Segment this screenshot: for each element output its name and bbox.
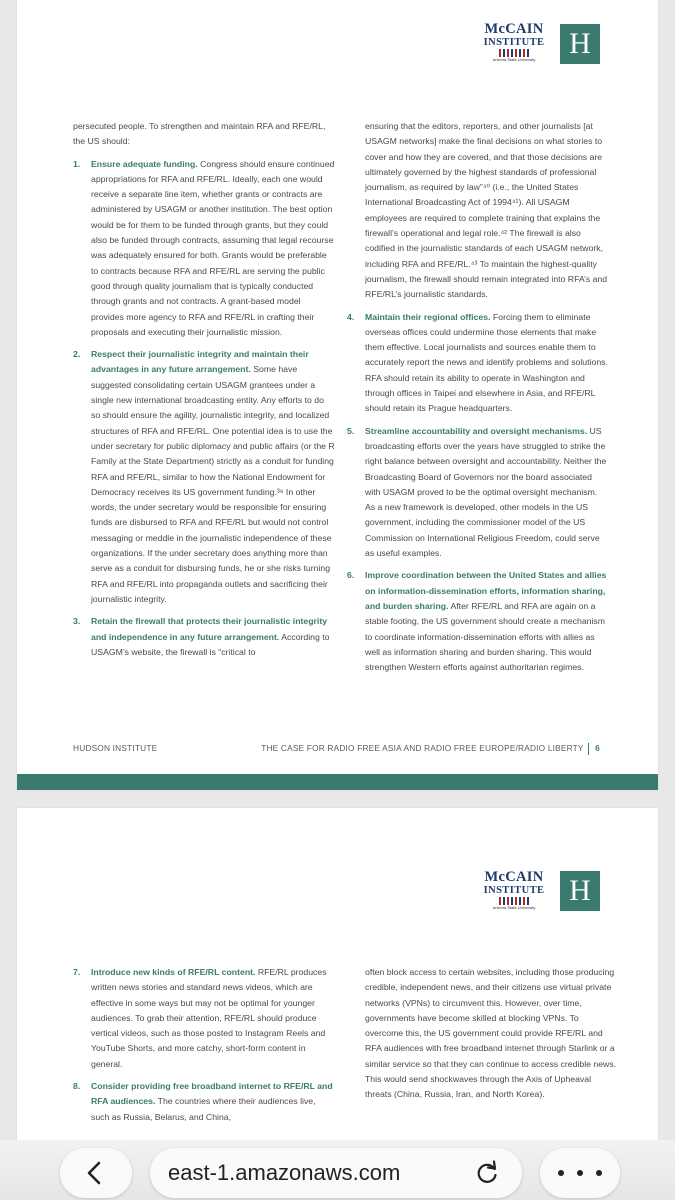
right-column [347,119,609,675]
document-page-6 [17,0,658,790]
flag-stripes [478,897,550,905]
address-bar[interactable] [150,1148,522,1198]
flag-stripes [478,49,550,57]
back-button[interactable] [60,1148,132,1198]
footer-running-title: THE CASE FOR RADIO FREE ASIA AND RADIO FREE EUROPE/RADIO LIBERTY 6 [261,743,600,754]
right-column [365,965,617,1103]
list-item: 4. Maintain their regional offices. Forcing them to eliminate overseas offices could undermine those elements that make them effective. Local journalists and sources enable them to accurately report the news and identify problems and solutions. RFA should retain its ability to operate in Washington and through offices in Taipei and elsewhere in Asia, and RFE/RL should retain its Prague headquarters. [347,311,608,414]
left-column [73,119,335,660]
list-item: 1. Ensure adequate funding. Congress should ensure continued appropriations for RFA and RFE/RL. Ideally, each one would receive a separate line item, whether grants or contracts are administered by USAGM or another institution. The best option would be for them to be funded through grants, but they could also be funded through contracts, assuming that legal recourse was adequately ensured for both. Grants would be preferable to contracts because RFA and RFE/RL are serving the public good through quality journalism that is typically conducted through grants and not contracts. A grant-based model provides more agency to RFA and RFE/RL in crafting their proposals and executing their journalistic mission. [73,158,335,337]
footer-separator [588,743,590,755]
mccain-institute-logo: McCAIN INSTITUTE Arizona State University [478,22,550,63]
page-bottom-band [17,774,658,790]
more-options-button[interactable] [540,1148,620,1198]
intro-paragraph: persecuted people. To strengthen and maintain RFA and RFE/RL, the US should: [73,121,326,147]
continued-paragraph: often block access to certain websites, including those producing credible, independent news, and their citizens use virtual private networks (VPNs) to circumvent this. However, over time, governments have become skilled at blocking VPNs. To overcome this, the US government could provide RFE/RL and RFA audiences with free broadband internet through Starlink or a similar service so that they can continue to access credible news. This would send shockwaves through the Axis of Upheaval threats (China, Russia, Iran, and North Korea). [365,967,617,1100]
list-item: 8. Consider providing free broadband internet to RFE/RL and RFA audiences. The countries where their audiences live, such as Russia, Belarus, and China, [73,1081,333,1122]
chevron-left-icon [84,1161,106,1185]
list-item: 6. Improve coordination between the United States and allies on information-dissemination efforts, information sharing, and burden sharing. After RFE/RL and RFA are again on a stable footing, the US government should create a mechanism to coordinate information-dissemination efforts with allies as well as information sharing and burden sharing. This would strengthen Western efforts against authoritarian regimes. [347,570,607,673]
list-item: 3. Retain the firewall that protects their journalistic integrity and independence in any future arrangement. According to USAGM’s website, the firewall is “critical to [73,616,330,657]
reload-icon[interactable] [474,1160,500,1186]
browser-toolbar [0,1140,675,1200]
list-item: 2. Respect their journalistic integrity and maintain their advantages in any future arrangement. Some have suggested consolidating certain USAGM grantees under a single new international broadcasting entity. Any efforts to do so should ensure the agility, journalistic integrity, and localized structures of RFA and RFE/RL. One potential idea is to use the under secretary for public diplomacy and public affairs (or the R Family at the State Department) strictly as a conduit for funding RFA and RFE/RL, similar to how the National Endowment for Democracy receives its US government funding.³⁹ In other words, the under secretary would be responsible for ensuring funds are disbursed to RFA and RFE/RL but would not control messaging or meddle in the journalistic independence of these organizations. If the under secretary does anything more than serve as a conduit for disbursing funds, he or she risks turning RFA and RFE/RL into propaganda outlets and sacrificing their journalistic integrity. [73,349,335,604]
hudson-logo: H [560,24,600,64]
footer-publisher: HUDSON INSTITUTE [73,743,158,753]
more-dots-icon [558,1170,602,1176]
left-column [73,965,335,1125]
list-item: 5. Streamline accountability and oversight mechanisms. US broadcasting efforts over the years have struggled to strike the right balance between oversight and accountability. Neither the Broadcasting Board of Governors nor the board associated with USAGM proved to be the optimal oversight mechanism. As a new framework is developed, other models in the US government, including the commissioner model of the US Commission on International Religious Freedom, could serve as useful examples. [347,425,607,559]
url-text[interactable]: east-1.amazonaws.com [168,1160,401,1185]
list-item: 7. Introduce new kinds of RFE/RL content. RFE/RL produces written news stories and standard news videos, which are effective in some ways but may not be optimal for younger audiences. To grab their attention, RFE/RL should produce vertical videos, such as those posted to Instagram Reels and YouTube Shorts, and more catchy, short-form content in general. [73,967,327,1069]
mccain-institute-logo: McCAIN INSTITUTE Arizona State University [478,870,550,911]
continued-paragraph: ensuring that the editors, reporters, and other journalists [at USAGM networks] make the final decisions on what stories to cover and how they are covered, and that those decisions are ultimately governed by the highest standards of professional journalism, as required by law”⁴⁰ (i.e., the United States International Broadcasting Act of 1994⁴¹). All USAGM employees are required to complete training that explains the firewall’s operational and legal role.⁴² The firewall is also codified in the journalistic standards of each USAGM network, including RFA and RFE/RL.⁴³ To maintain the highest-quality journalism, the firewall should remain integrated into RFA’s and RFE/RL’s journalistic standards. [365,121,608,300]
hudson-logo: H [560,871,600,911]
page-number: 6 [595,743,600,754]
